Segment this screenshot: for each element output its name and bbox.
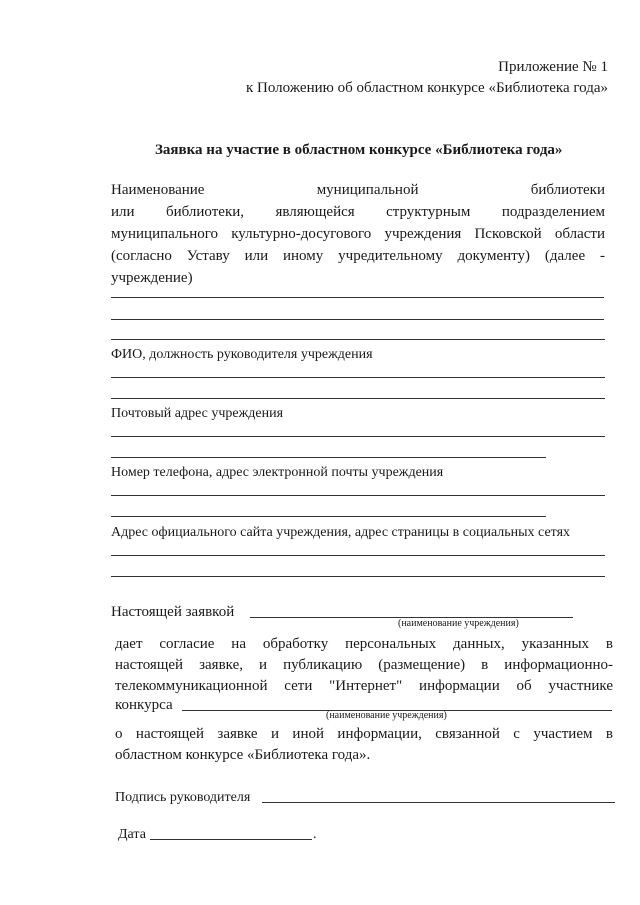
- regulation-reference: к Положению об областном конкурсе «Библиотека года»: [245, 80, 608, 96]
- signature-blank[interactable]: [262, 802, 615, 803]
- website-answer-line-1[interactable]: [111, 555, 605, 556]
- consent-tail-line-2: областном конкурсе «Библиотека года».: [115, 747, 371, 763]
- consent-line-2: настоящей заявке, и публикацию (размещение) в информационно-: [115, 657, 613, 673]
- consent-contest-word: конкурса: [115, 697, 173, 713]
- date-blank[interactable]: [150, 839, 312, 840]
- website-answer-line-2[interactable]: [111, 576, 605, 577]
- director-answer-line-1[interactable]: [111, 377, 605, 378]
- postal-answer-line-1[interactable]: [111, 436, 605, 437]
- contacts-label: Номер телефона, адрес электронной почты учреждения: [111, 465, 444, 480]
- institution-name-hint-2: (наименование учреждения): [326, 710, 447, 721]
- library-name-answer-line-2[interactable]: [111, 319, 604, 320]
- appendix-number: Приложение № 1: [498, 59, 608, 75]
- library-name-line-2: или библиотеки, являющейся структурным подразделением: [111, 204, 605, 220]
- library-name-line-5: учреждение): [111, 270, 193, 286]
- postal-address-label: Почтовый адрес учреждения: [111, 406, 284, 421]
- consent-tail-line-1: о настоящей заявке и иной информации, связанной с участием в: [115, 726, 613, 742]
- consent-line-1: дает согласие на обработку персональных данных, указанных в: [115, 636, 613, 652]
- director-answer-line-2[interactable]: [111, 398, 605, 399]
- signature-label: Подпись руководителя: [115, 790, 251, 805]
- consent-line-3: телекоммуникационной сети "Интернет" информации об участнике: [115, 678, 613, 694]
- library-name-line-3: муниципального культурно-досугового учреждения Псковской области: [111, 226, 605, 242]
- contacts-answer-line-2[interactable]: [111, 516, 546, 517]
- library-name-line-1: Наименование муниципальной библиотеки: [111, 182, 605, 198]
- director-label: ФИО, должность руководителя учреждения: [111, 347, 373, 362]
- form-title: Заявка на участие в областном конкурсе «Библиотека года»: [155, 142, 563, 158]
- library-name-line-4: (согласно Уставу или иному учредительному документу) (далее -: [111, 248, 605, 264]
- date-suffix: .: [313, 827, 317, 842]
- postal-answer-line-2[interactable]: [111, 457, 546, 458]
- library-name-answer-line-1[interactable]: [111, 297, 604, 298]
- website-label: Адрес официального сайта учреждения, адрес страницы в социальных сетях: [111, 525, 571, 540]
- consent-intro: Настоящей заявкой: [111, 604, 235, 620]
- institution-name-hint-1: (наименование учреждения): [398, 618, 519, 629]
- library-name-answer-line-3[interactable]: [111, 339, 605, 340]
- date-label: Дата: [118, 827, 146, 842]
- contacts-answer-line-1[interactable]: [111, 495, 605, 496]
